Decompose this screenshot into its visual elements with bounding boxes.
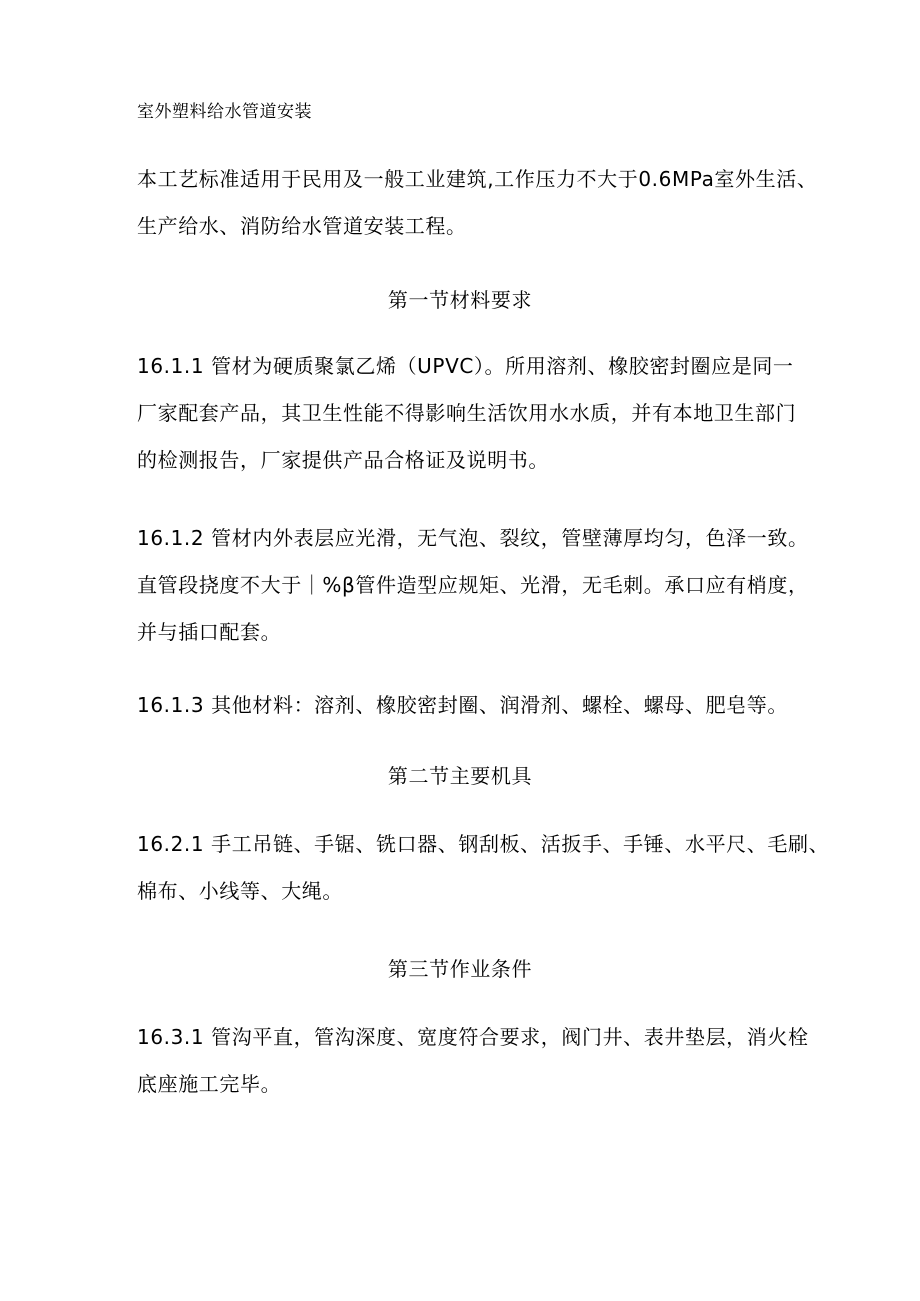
paragraph-line: 直管段挠度不大于｜%β管件造型应规矩、光滑，无毛刺。承口应有梢度， (137, 573, 809, 597)
paragraph-16-1-2 (137, 515, 809, 656)
intro-paragraph (137, 156, 818, 250)
paragraph-16-1-3 (137, 682, 797, 729)
paragraph-16-2-1 (137, 821, 830, 915)
section-heading-materials: 第一节材料要求 (387, 288, 533, 312)
paragraph-line: 的检测报告，厂家提供产品合格证及说明书。 (137, 448, 549, 472)
paragraph-line: 16.3.1 管沟平直，管沟深度、宽度符合要求，阀门井、表井垫层，消火栓 (137, 1025, 809, 1049)
paragraph-16-3-1 (137, 1014, 809, 1108)
section-heading-tools: 第二节主要机具 (387, 764, 533, 788)
paragraph-line: 16.1.3 其他材料：溶剂、橡胶密封圈、润滑剂、螺栓、螺母、肥皂等。 (137, 693, 788, 717)
paragraph-line: 16.2.1 手工吊链、手锯、铣口器、钢刮板、活扳手、手锤、水平尺、毛刷、 (137, 832, 830, 856)
paragraph-line: 并与插口配套。 (137, 620, 282, 644)
paragraph-line: 本工艺标准适用于民用及一般工业建筑,工作压力不大于0.6MPa室外生活、 (137, 167, 818, 191)
paragraph-16-1-1 (137, 343, 797, 484)
paragraph-line: 底座施工完毕。 (137, 1072, 282, 1096)
document-title: 室外塑料给水管道安装 (137, 102, 312, 122)
paragraph-line: 棉布、小线等、大绳。 (137, 879, 343, 903)
paragraph-line: 16.1.2 管材内外表层应光滑，无气泡、裂纹，管壁薄厚均匀，色泽一致。 (137, 526, 809, 550)
paragraph-line: 生产给水、消防给水管道安装工程。 (137, 214, 467, 238)
section-heading-conditions: 第三节作业条件 (387, 957, 533, 981)
paragraph-line: 厂家配套产品，其卫生性能不得影响生活饮用水水质，并有本地卫生部门 (137, 401, 797, 425)
paragraph-line: 16.1.1 管材为硬质聚氯乙烯（UPVC）。所用溶剂、橡胶密封圈应是同一 (137, 354, 794, 378)
